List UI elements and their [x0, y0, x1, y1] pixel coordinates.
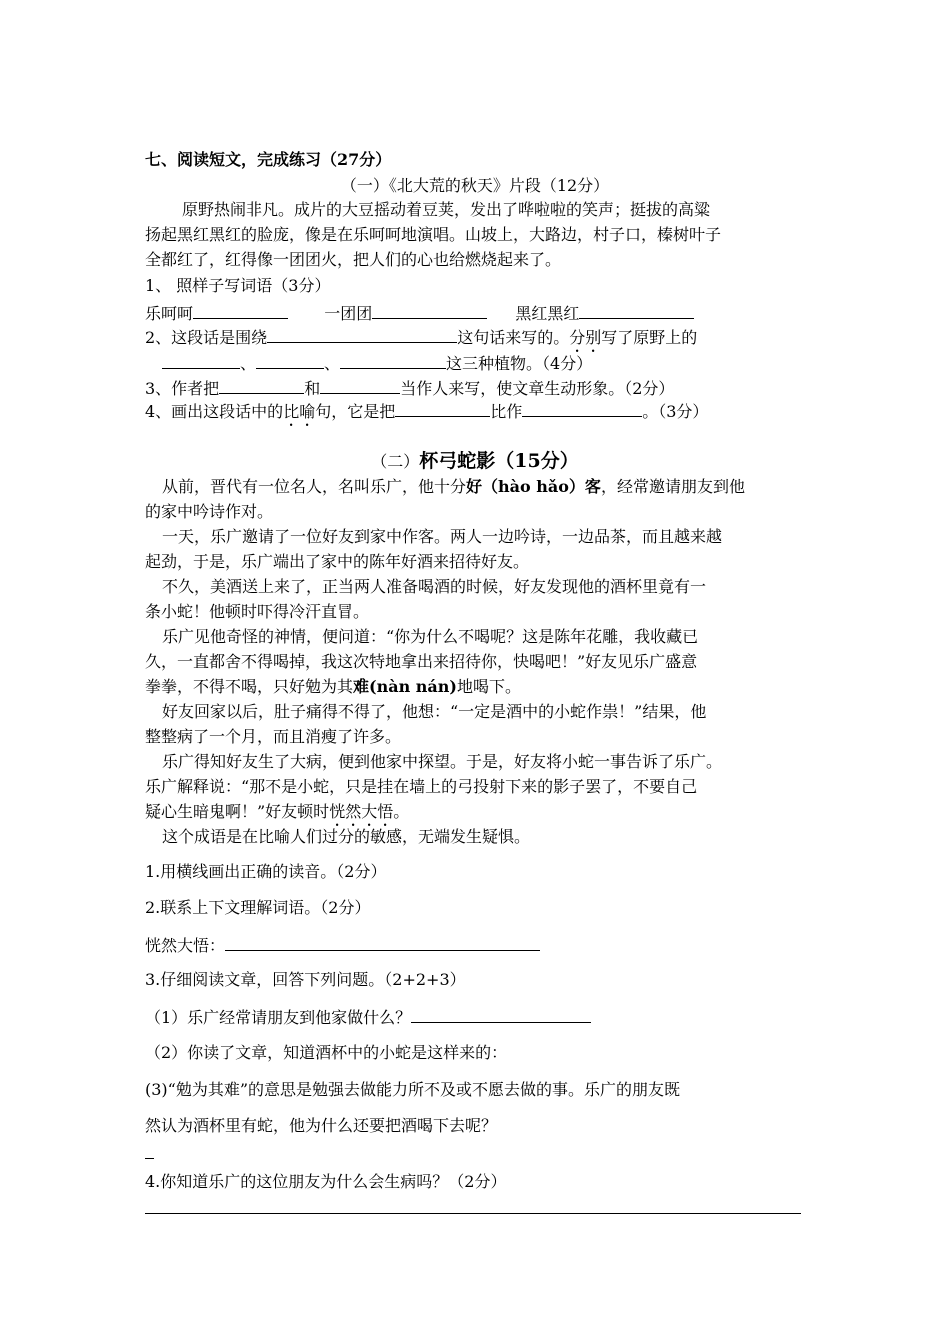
story-line: 好友回家以后，肚子痛得不得了，他想：“一定是酒中的小蛇作祟！”结果，他 [162, 702, 707, 721]
idiom-meaning-row [145, 934, 540, 956]
answer-blank[interactable] [225, 934, 540, 951]
idiom-label: 恍然大悟： [145, 936, 226, 955]
story-line [145, 802, 409, 830]
answer-blank[interactable] [219, 377, 304, 394]
question-2-text: 写了原野上的 [601, 328, 698, 347]
question-3-text: 当作人来写，使文章生动形象。（2分） [400, 379, 675, 398]
sub-question-3-3-line-2: 然认为酒杯里有蛇，他为什么还要把酒喝下去呢？ [145, 1116, 498, 1135]
story-text: 地喝下。 [457, 677, 522, 696]
answer-blank[interactable] [372, 302, 487, 319]
question-3-text: 3、作者把 [145, 379, 220, 398]
question-2-text: 这句话来写的。 [457, 328, 570, 347]
emphasized-char: 别 [585, 328, 602, 347]
part1-title: （一）《北大荒的秋天》片段（12分） [340, 176, 610, 195]
question-4-text: 句，它是把 [315, 402, 396, 421]
story-text: 拳拳，不得不喝，只好勉为其 [145, 677, 354, 696]
answer-line[interactable] [145, 1158, 154, 1159]
answer-blank[interactable] [579, 302, 694, 319]
story-line: 久，一直都舍不得喝掉，我这次特地拿出来招待你，快喝吧！”好友见乐广盛意 [145, 652, 698, 671]
example-word-1: 乐呵呵 [145, 304, 194, 323]
pinyin-choice: 好（hào hǎo）客 [466, 477, 601, 496]
answer-blank[interactable] [320, 377, 400, 394]
story-line: 乐广得知好友生了大病，便到他家中探望。于是，好友将小蛇一事告诉了乐广。 [162, 752, 723, 771]
question-3-text: 和 [304, 379, 321, 398]
sub-question-1: 1.用横线画出正确的读音。（2分） [145, 862, 387, 881]
separator: 、 [324, 354, 341, 373]
answer-blank[interactable] [162, 352, 240, 369]
question-1: 1、 照样子写词语（3分） [145, 276, 331, 295]
sub-question-3: 3.仔细阅读文章，回答下列问题。（2+2+3） [145, 970, 466, 989]
part2-title-text: 杯弓蛇影（15分） [419, 450, 579, 472]
answer-blank[interactable] [193, 302, 288, 319]
story-line [145, 677, 521, 697]
sub-question-3-1 [145, 1006, 591, 1028]
story-line: 条小蛇！他顿时吓得冷汗直冒。 [145, 602, 370, 621]
story-line: 不久，美酒送上来了，正当两人准备喝酒的时候，好友发现他的酒杯里竟有一 [162, 577, 707, 596]
question-2-line-2 [162, 352, 592, 374]
question-1-items [145, 302, 694, 324]
story-line: 整整病了一个月，而且消瘦了许多。 [145, 727, 402, 746]
emphasized-idiom: 恍然大悟 [329, 802, 394, 821]
answer-blank[interactable] [267, 326, 457, 343]
passage-line-2: 扬起黑红黑红的脸庞，像是在乐呵呵地演唱。山坡上，大路边，村子口，榛树叶子 [145, 225, 722, 244]
question-text: （1）乐广经常请朋友到他家做什么？ [145, 1008, 412, 1027]
sub-question-4: 4.你知道乐广的这位朋友为什么会生病吗？（2分） [145, 1172, 507, 1191]
example-word-3: 黑红黑红 [515, 304, 580, 323]
story-line: 乐广解释说：“那不是小蛇，只是挂在墙上的弓投射下来的影子罢了，不要自己 [145, 777, 698, 796]
story-text: 疑心生暗鬼啊！”好友顿时 [145, 802, 330, 821]
question-2-text: 这三种植物。（4分） [446, 354, 593, 373]
question-4-text: 。（3分） [642, 402, 709, 421]
story-line: 的家中吟诗作对。 [145, 502, 274, 521]
sub-question-3-2: （2）你读了文章，知道酒杯中的小蛇是这样来的： [145, 1043, 508, 1062]
answer-blank[interactable] [256, 352, 324, 369]
question-4-text: 4、画出这段话中的 [145, 402, 284, 421]
emphasized-char: 喻 [299, 402, 316, 421]
separator: 、 [240, 354, 257, 373]
passage-line-3: 全都红了，红得像一团团火，把人们的心也给燃烧起来了。 [145, 250, 562, 269]
story-line [162, 477, 745, 497]
question-4-text: 比作 [490, 402, 523, 421]
passage-line-1: 原野热闹非凡。成片的大豆摇动着豆荚，发出了哗啦啦的笑声；挺拔的高粱 [182, 200, 711, 219]
story-text: 。 [393, 802, 410, 821]
part2-title [145, 450, 805, 473]
sub-question-3-3-line-1: (3)“勉为其难”的意思是勉强去做能力所不及或不愿去做的事。乐广的朋友既 [145, 1080, 681, 1099]
story-text: 从前，晋代有一位名人，名叫乐广，他十分 [162, 477, 467, 496]
answer-blank[interactable] [411, 1006, 591, 1023]
sub-question-2: 2.联系上下文理解词语。（2分） [145, 898, 371, 917]
pinyin-choice: 难(nàn nán) [353, 677, 457, 696]
story-line: 一天，乐广邀请了一位好友到家中作客。两人一边吟诗，一边品茶，而且越来越 [162, 527, 723, 546]
emphasized-char: 分 [569, 328, 586, 347]
section-heading: 七、阅读短文，完成练习（27分） [145, 150, 392, 169]
story-line: 这个成语是在比喻人们过分的敏感，无端发生疑惧。 [162, 827, 531, 846]
answer-blank[interactable] [522, 400, 642, 417]
answer-blank[interactable] [340, 352, 446, 369]
part2-paren: （二） [371, 452, 420, 471]
story-text: ，经常邀请朋友到他 [600, 477, 745, 496]
answer-blank[interactable] [395, 400, 490, 417]
story-line: 起劲，于是，乐广端出了家中的陈年好酒来招待好友。 [145, 552, 530, 571]
story-line: 乐广见他奇怪的神情，便问道：“你为什么不喝呢？这是陈年花雕，我收藏已 [162, 627, 699, 646]
emphasized-char: 比 [283, 402, 300, 421]
answer-line[interactable] [145, 1213, 801, 1214]
question-4 [145, 400, 708, 430]
example-word-2: 一团团 [324, 304, 373, 323]
question-3 [145, 377, 674, 399]
question-2-text: 2、这段话是围绕 [145, 328, 268, 347]
